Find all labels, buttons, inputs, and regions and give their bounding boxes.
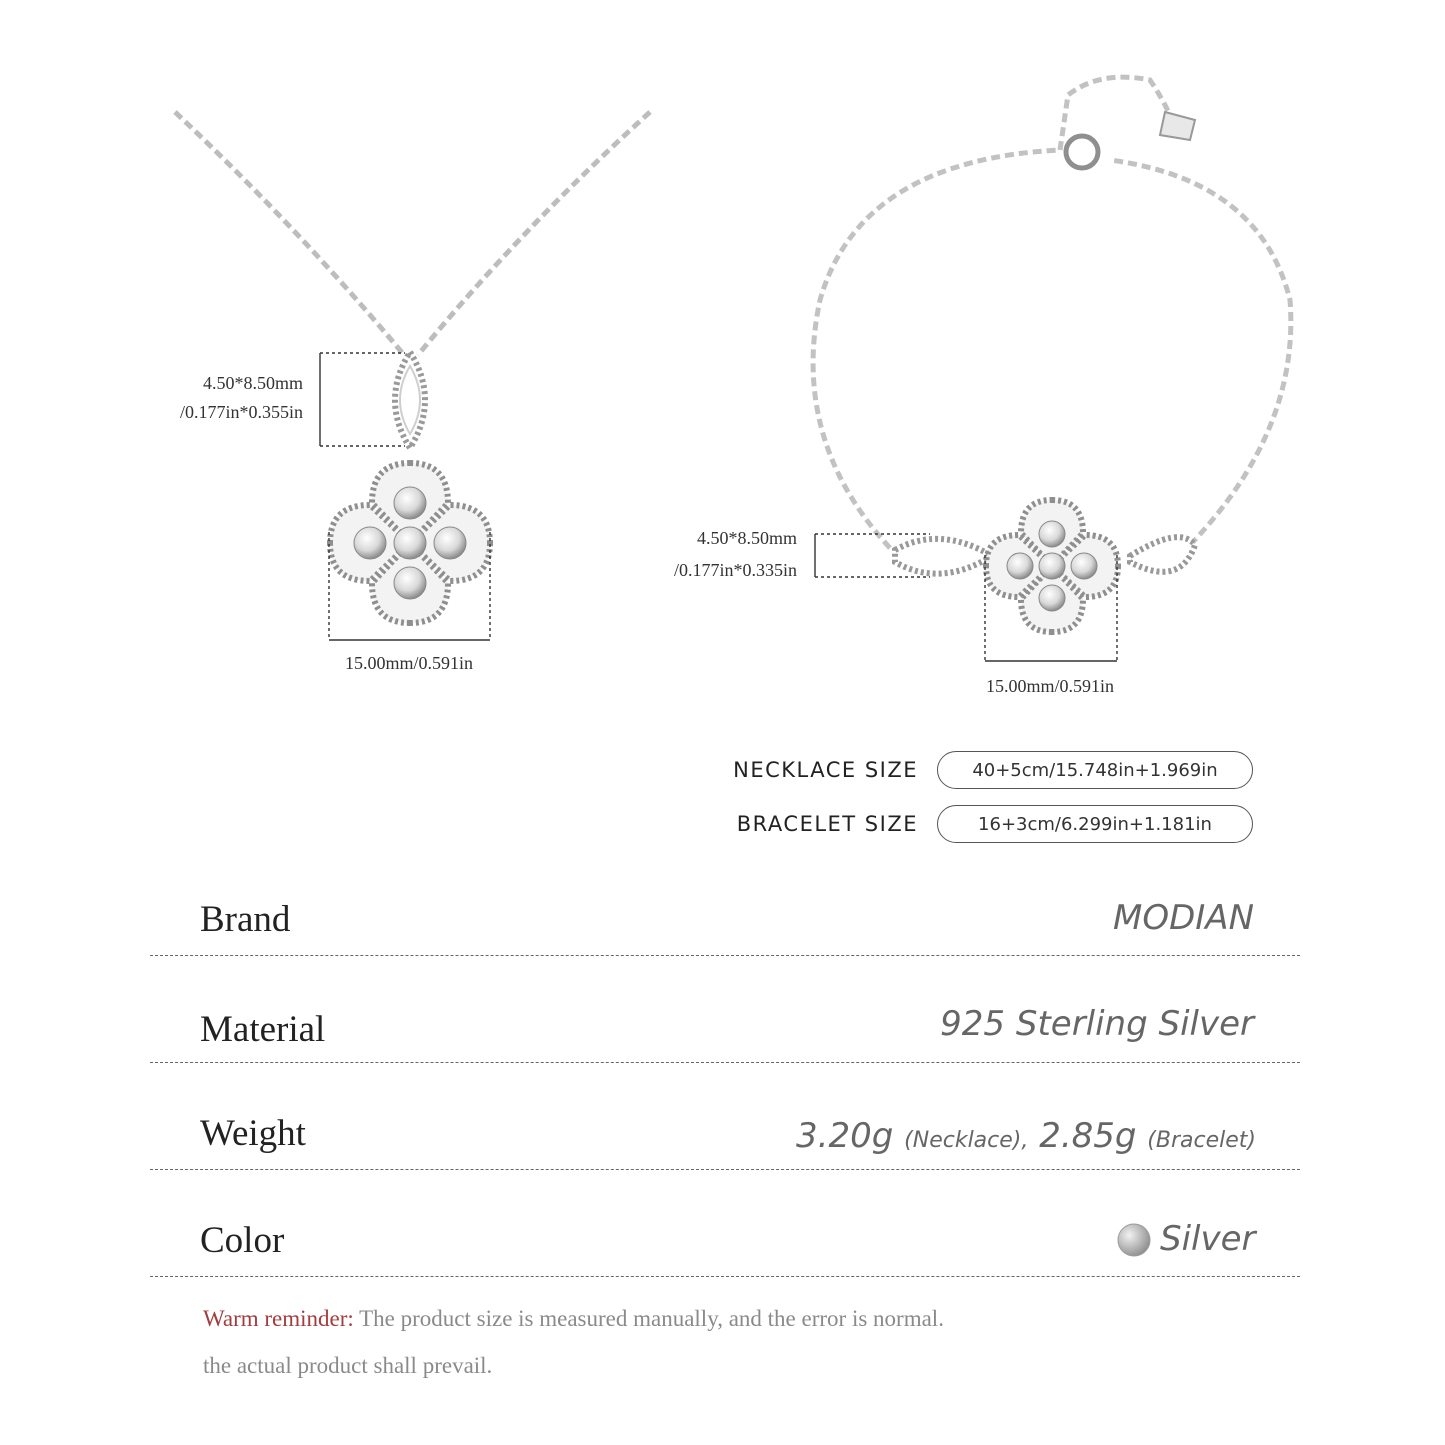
bracelet-link-dimension-in: /0.177in*0.335in	[673, 560, 797, 580]
necklace-size-value: 40+5cm/15.748in+1.969in	[937, 751, 1253, 789]
necklace-size-label: NECKLACE SIZE	[733, 758, 918, 782]
weight-label: Weight	[200, 1113, 306, 1154]
bracelet-size-label: BRACELET SIZE	[736, 812, 918, 836]
necklace-pendant-dimension-in: /0.177in*0.355in	[179, 402, 303, 422]
bracelet-clover	[986, 500, 1118, 632]
necklace-clover-pendant	[330, 463, 490, 623]
color-divider	[150, 1276, 1300, 1277]
color-label: Color	[200, 1220, 285, 1261]
necklace-width-dimension: 15.00mm/0.591in	[344, 653, 473, 673]
reminder-line-1	[203, 1306, 944, 1332]
weight-necklace-value: 3.20g	[796, 1116, 894, 1156]
weight-separator: ,	[1021, 1128, 1029, 1153]
bracelet-link-dimension-mm: 4.50*8.50mm	[696, 528, 797, 548]
brand-value: MODIAN	[1113, 898, 1254, 938]
weight-value	[700, 1116, 1256, 1156]
reminder-line-2: the actual product shall prevail.	[203, 1353, 493, 1378]
necklace-chain	[175, 112, 650, 355]
material-value: 925 Sterling Silver	[940, 1004, 1254, 1044]
color-swatch-icon	[1118, 1224, 1150, 1256]
color-value: Silver	[1160, 1219, 1256, 1259]
brand-label: Brand	[200, 899, 291, 940]
material-divider	[150, 1062, 1300, 1063]
weight-divider	[150, 1169, 1300, 1170]
bracelet-width-dimension: 15.00mm/0.591in	[985, 676, 1114, 696]
brand-divider	[150, 955, 1300, 956]
reminder-text-1: The product size is measured manually, and the error is normal.	[359, 1306, 944, 1331]
material-label: Material	[200, 1009, 326, 1050]
weight-bracelet-note: (Bracelet)	[1147, 1128, 1256, 1153]
weight-bracelet-value: 2.85g	[1039, 1116, 1137, 1156]
weight-necklace-note: (Necklace)	[904, 1128, 1022, 1153]
necklace-bail	[395, 352, 425, 448]
bracelet-size-value: 16+3cm/6.299in+1.181in	[937, 805, 1253, 843]
necklace-pendant-dimension-mm: 4.50*8.50mm	[202, 373, 303, 393]
bracelet-clasp	[1066, 112, 1195, 168]
bracelet-chain	[813, 77, 1291, 548]
reminder-highlight: Warm reminder:	[203, 1306, 354, 1331]
